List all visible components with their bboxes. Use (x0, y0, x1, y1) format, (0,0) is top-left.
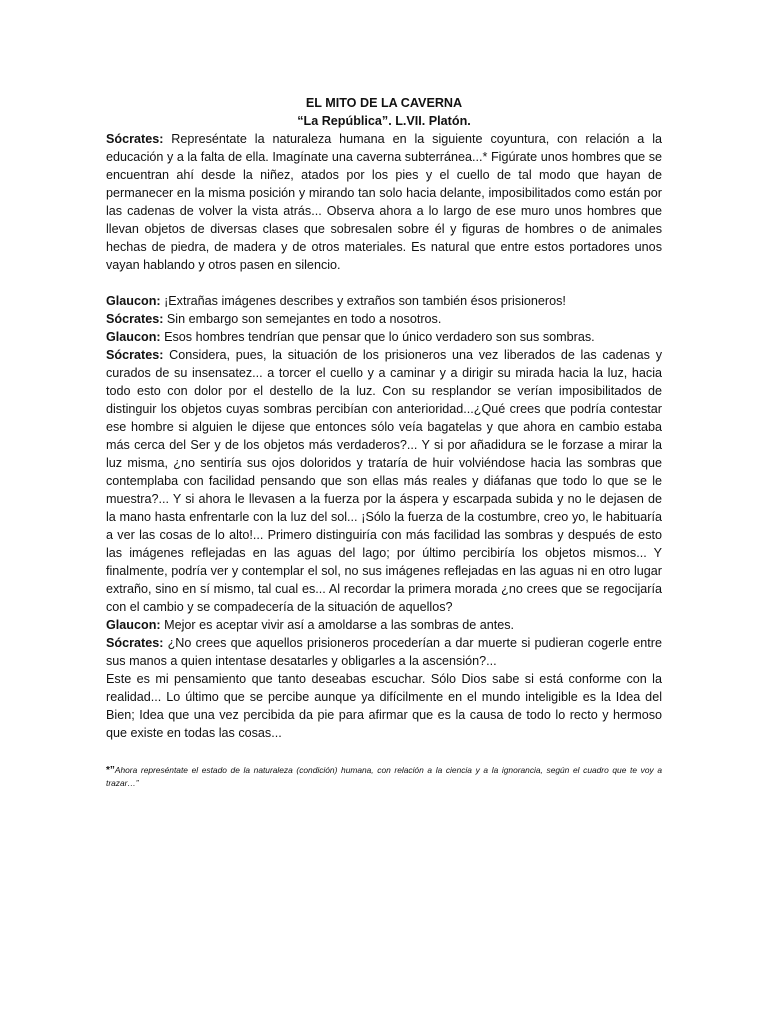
footnote (106, 764, 662, 790)
paragraph-socrates-1 (106, 130, 662, 274)
paragraph-text: Considera, pues, la situación de los prisioneros una vez liberados de las cadenas y curados de su insensatez... a torcer el cuello y a caminar y a dirigir su mirada hacia la luz, hacia todo esto con dolor por el destello de la luz. Con su resplandor se verían imposibilitados de distinguir los objetos cuyas sombras percibían con anterioridad...¿Qué crees que podría contestar ese hombre si alguien le dijese que entonces sólo veía bagatelas y que ahora en cambio estaba más cerca del Ser y de los objetos más verdaderos?... Y si por añadidura se le forzase a mirar la luz misma, ¿no sentiría sus ojos doloridos y trataría de huir volviéndose hacia las sombras que contemplaba con facilidad pensando que son ellas más reales y diáfanas que todo lo que se le muestra?... Y si ahora le llevasen a la fuerza por la áspera y escarpada subida y no le dejasen de la mano hasta enfrentarle con la luz del sol... ¡Sólo la fuerza de la costumbre, creo yo, le habituaría a ver las cosas de lo alto!... Primero distinguiría con más facilidad las sombras y después de esto las imágenes reflejadas en las aguas del lago; por último percibiría los objetos mismos... Y finalmente, podría ver y contemplar el sol, no sus imágenes reflejadas en las aguas ni en otro lugar extraño, sino en sí mismo, tal cual es... Al recordar la primera morada ¿no crees que se regocijaría con el cambio y se compadecería de la situación de aquellos? (106, 348, 662, 614)
paragraph-text: ¡Extrañas imágenes describes y extraños son también ésos prisioneros! (160, 294, 566, 308)
speaker-label: Sócrates: (106, 636, 164, 650)
paragraph-glaucon-3 (106, 616, 662, 634)
speaker-label: Glaucon: (106, 330, 161, 344)
paragraph-text: Mejor es aceptar vivir así a amoldarse a las sombras de antes. (160, 618, 515, 632)
document-title: EL MITO DE LA CAVERNA (305, 96, 463, 110)
footnote-mark: *” (106, 765, 115, 776)
paragraph-socrates-3 (106, 346, 662, 616)
paragraph-text: ¿No crees que aquellos prisioneros procederían a dar muerte si pudieran cogerle entre sus manos a quien intentase desatarles y obligarles a la ascensión?... (106, 636, 662, 668)
paragraph-glaucon-1 (106, 292, 662, 310)
speaker-label: Glaucon: (106, 294, 161, 308)
speaker-label: Sócrates: (106, 348, 164, 362)
paragraph-text: Sin embargo son semejantes en todo a nosotros. (163, 312, 442, 326)
paragraph-text: Represéntate la naturaleza humana en la siguiente coyuntura, con relación a la educación y a la falta de ella. Imagínate una caverna subterránea...* Figúrate unos hombres que se encuentran ahí desde la niñez, atados por los pies y el cuello de tal modo que hayan de permanecer en la misma posición y mirando tan solo hacia delante, imposibilitados como están por las cadenas de volver la vista atrás... Observa ahora a lo largo de ese muro unos hombres que llevan objetos de diversas clases que sobresalen sobre él y figuras de hombres o de animales hechas de piedra, de madera y de otros materiales. Es natural que entre estos portadores unos vayan hablando y otros pasen en silencio. (106, 132, 662, 272)
document-subtitle: “La República”. L.VII. Platón. (297, 114, 471, 128)
paragraph-text: Este es mi pensamiento que tanto deseabas escuchar. Sólo Dios sabe si está conforme con la realidad... Lo último que se percibe aunque ya difícilmente en el mundo inteligible es la Idea del Bien; Idea que una vez percibida da pie para afirmar que es la causa de todo lo recto y hermoso que existe en todas las cosas... (106, 672, 662, 740)
paragraph-socrates-4 (106, 634, 662, 670)
paragraph-glaucon-2 (106, 328, 662, 346)
document-page (106, 94, 662, 790)
paragraph-closing (106, 670, 662, 742)
speaker-label: Sócrates: (106, 132, 164, 146)
paragraph-socrates-2 (106, 310, 662, 328)
speaker-label: Glaucon: (106, 618, 161, 632)
footnote-text: Ahora represéntate el estado de la naturaleza (condición) humana, con relación a la ciencia y a la ignorancia, según el cuadro que te voy a trazar…” (106, 765, 662, 788)
paragraph-text: Esos hombres tendrían que pensar que lo único verdadero son sus sombras. (160, 330, 595, 344)
speaker-label: Sócrates: (106, 312, 164, 326)
